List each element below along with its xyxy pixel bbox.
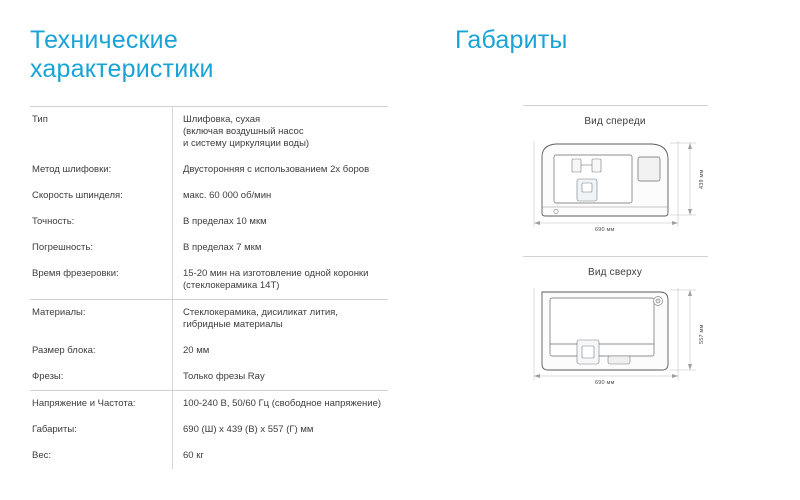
technical-specs-title-line1: Технические [30,26,178,54]
top-view-width-label: 690 мм [595,380,615,386]
spec-value [173,235,389,261]
spec-value-line: Только фрезы Ray [183,371,265,382]
spec-key: Время фрезеровки: [30,261,173,300]
spec-value-line: 20 мм [183,345,210,356]
spec-value-line: (включая воздушный насос [183,126,304,137]
specs-table [30,106,388,469]
spec-value [173,183,389,209]
divider [523,105,708,106]
spec-value-line: макс. 60 000 об/мин [183,190,272,201]
spec-value [173,391,389,418]
spec-value-line: и систему циркуляции воды) [183,138,310,149]
technical-specs-section [30,26,390,469]
front-view-block [455,105,775,242]
spec-value-line: Двусторонняя с использованием 2х боров [183,164,370,175]
spec-key: Материалы: [32,307,86,318]
top-view-drawing [520,278,710,396]
spec-value-line: (стеклокерамика 14Т) [183,280,280,291]
divider [523,256,708,257]
top-view-caption: Вид сверху [587,267,643,278]
table-row [30,443,388,469]
front-view-caption: Вид спереди [584,116,646,127]
spec-value [173,364,389,391]
spec-value-line: 100-240 В, 50/60 Гц (свободное напряжение) [183,398,382,409]
spec-value [173,157,389,183]
spec-key: Напряжение и Частота: [32,398,136,409]
top-view-height-label: 557 мм [699,324,705,344]
table-row [30,157,388,183]
spec-value-line: 15-20 мин на изготовление одной коронки [183,268,369,279]
table-row [30,391,388,418]
table-row [30,261,388,300]
spec-key: Метод шлифовки: [32,164,112,175]
front-view-svg [520,127,710,242]
table-row [30,364,388,391]
table-row [30,338,388,364]
spec-value [173,417,389,443]
spec-value-line: В пределах 7 мкм [183,242,262,253]
top-view-block [455,256,775,396]
table-row [30,183,388,209]
spec-value-line: 60 кг [183,450,204,461]
spec-value [173,261,389,300]
table-row [30,235,388,261]
spec-key: Скорость шпинделя: [32,190,123,201]
front-view-width-label: 690 мм [595,227,615,233]
top-view-svg [520,278,710,396]
spec-value-line: Стеклокерамика, дисиликат лития, [183,307,338,318]
spec-value-line: В пределах 10 мкм [183,216,267,227]
table-row [30,209,388,235]
spec-value-line: гибридные материалы [183,319,283,330]
spec-value [173,443,389,469]
spec-key: Погрешность: [32,242,93,253]
table-row [30,417,388,443]
spec-value-line: 690 (Ш) x 439 (В) x 557 (Г) мм [183,424,314,435]
spec-value [173,209,389,235]
spec-key: Точность: [32,216,75,227]
front-view-height-label: 439 мм [699,169,705,189]
technical-specs-title-line2: характеристики [30,55,214,83]
spec-key: Фрезы: [30,364,173,391]
front-view-drawing [520,127,710,242]
spec-key: Размер блока: [32,345,96,356]
spec-value [173,107,389,158]
spec-value [173,300,389,339]
technical-specs-title [30,26,390,84]
dimensions-section [455,26,775,396]
table-row [30,107,388,158]
spec-key: Вес: [32,450,52,461]
spec-value-line: Шлифовка, сухая [183,114,261,125]
spec-key: Габариты: [32,424,77,435]
spec-value [173,338,389,364]
spec-key: Тип [30,107,173,158]
table-row [30,300,388,339]
dimensions-title: Габариты [455,26,568,54]
